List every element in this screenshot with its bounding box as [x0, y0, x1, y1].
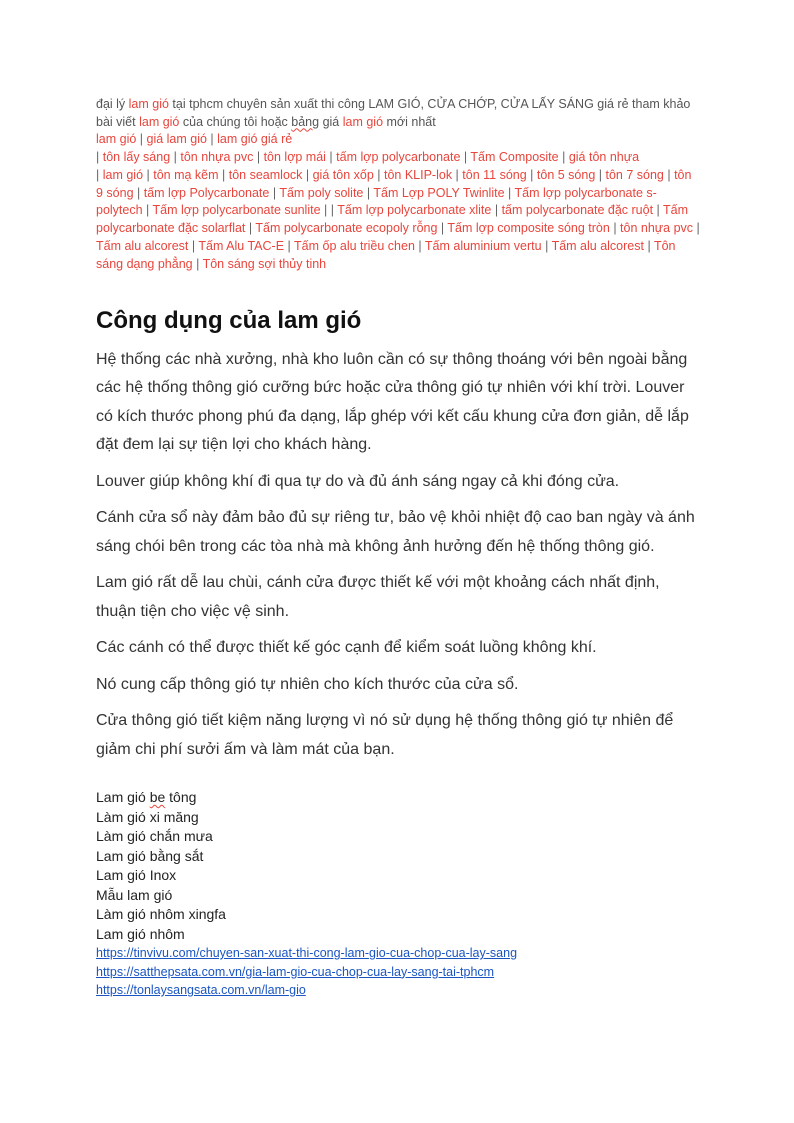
- keyword-links: [96, 131, 700, 273]
- keyword-link-lam-gio[interactable]: lam gió: [139, 114, 180, 129]
- intro-text: mới nhất: [383, 114, 436, 129]
- link-separator: |: [414, 238, 425, 253]
- intro-text: tại tphcm chuyên sản xuất thi công LAM GIÓ, CỬA CHỚP, CỬA LẤY SÁNG giá rẻ tham khảo bài viết: [96, 97, 691, 129]
- list-item: Làm gió xi măng: [96, 808, 199, 825]
- link-separator: |: [218, 167, 229, 182]
- link-separator: |: [437, 221, 448, 236]
- keyword-link[interactable]: Tôn sáng sợi thủy tinh: [202, 256, 327, 271]
- link-separator: |: [609, 221, 621, 236]
- keyword-link[interactable]: Tôn sáng dạng phẳng: [96, 238, 676, 271]
- document-page: [96, 96, 700, 1000]
- keyword-link[interactable]: tôn seamlock: [228, 167, 303, 182]
- keyword-link[interactable]: Tấm ốp alu triều chen: [294, 238, 415, 253]
- list-item: [96, 788, 700, 808]
- paragraph: Cửa thông gió tiết kiệm năng lượng vì nó sử dụng hệ thống thông gió tự nhiên để giảm chi phí sưởi ấm và làm mát của bạn.: [96, 712, 674, 758]
- keyword-link[interactable]: tôn lấy sáng: [102, 149, 171, 164]
- link-separator: |: [452, 167, 463, 182]
- link-separator: |: [143, 167, 154, 182]
- keyword-link[interactable]: Tấm Lợp POLY Twinlite: [373, 185, 505, 200]
- link-separator: |: [330, 203, 338, 218]
- url-link[interactable]: https://satthepsata.com.vn/gia-lam-gio-cua-chop-cua-lay-sang-tai-tphcm: [96, 964, 495, 979]
- link-separator: |: [96, 167, 103, 182]
- keyword-link[interactable]: Tấm alu alcorest: [96, 238, 189, 253]
- keyword-link[interactable]: tấm lợp polycarbonate: [336, 149, 461, 164]
- paragraph: Hệ thống các nhà xưởng, nhà kho luôn cần có sự thông thoáng với bên ngoài bằng các hệ thống thông gió cưỡng bức hoặc cửa thông gió tự nhiên với khí trời. Louver có kích thước phong phú đa dạng, lắp ghép với kết cấu khung cửa đơn giản, dễ lắp đặt đem lại sự tiện lợi cho khách hàng.: [96, 350, 689, 454]
- list-item: Mẫu lam gió: [96, 886, 173, 903]
- keyword-link[interactable]: giá tôn nhựa: [568, 149, 640, 164]
- link-separator: |: [206, 132, 218, 147]
- keyword-link[interactable]: tôn 7 sóng: [605, 167, 664, 182]
- link-separator: |: [302, 167, 313, 182]
- intro-text: đại lý: [96, 97, 129, 111]
- link-separator: |: [653, 203, 664, 218]
- paragraph: Các cánh có thể được thiết kế góc cạnh để kiểm soát luồng không khí.: [96, 639, 597, 657]
- keyword-link[interactable]: tôn 9 sóng: [96, 167, 692, 200]
- article-body: [96, 346, 700, 765]
- link-separator: |: [460, 149, 471, 164]
- link-separator: |: [491, 203, 502, 218]
- url-list: [96, 944, 700, 1000]
- list-item: Lam gió Inox: [96, 867, 177, 884]
- product-list: [96, 788, 700, 944]
- link-separator: |: [133, 185, 144, 200]
- keyword-link[interactable]: Tấm aluminium vertu: [424, 238, 542, 253]
- paragraph: Louver giúp không khí đi qua tự do và đủ ánh sáng ngay cả khi đóng cửa.: [96, 472, 620, 490]
- link-separator: |: [663, 167, 675, 182]
- link-separator: |: [643, 238, 654, 253]
- keyword-link[interactable]: Tấm lợp polycarbonate s-polytech: [96, 185, 657, 218]
- keyword-link[interactable]: Tấm polycarbonate ecopoly rỗng: [255, 221, 438, 236]
- keyword-link[interactable]: giá lam gió: [146, 132, 207, 147]
- link-separator: |: [170, 149, 181, 164]
- link-separator: |: [320, 203, 331, 218]
- link-separator: |: [192, 256, 203, 271]
- keyword-link[interactable]: Tấm lợp polycarbonate sunlite: [152, 203, 321, 218]
- keyword-link-lam-gio[interactable]: lam gió: [128, 97, 169, 111]
- url-link[interactable]: https://tinvivu.com/chuyen-san-xuat-thi-cong-lam-gio-cua-chop-cua-lay-sang: [96, 946, 518, 961]
- link-separator: |: [526, 167, 537, 182]
- keyword-link[interactable]: tấm lợp Polycarbonate: [143, 185, 270, 200]
- url-link[interactable]: https://tonlaysangsata.com.vn/lam-gio: [96, 983, 306, 998]
- keyword-link[interactable]: giá tôn xốp: [312, 167, 374, 182]
- link-separator: |: [96, 149, 103, 164]
- intro-paragraph: [96, 96, 700, 131]
- keyword-link[interactable]: Tấm alu alcorest: [551, 238, 644, 253]
- keyword-link[interactable]: Tấm lợp polycarbonate xlite: [337, 203, 492, 218]
- keyword-link[interactable]: tôn KLIP-lok: [383, 167, 453, 182]
- paragraph: Lam gió rất dễ lau chùi, cánh cửa được thiết kế với một khoảng cách nhất định, thuận tiện cho việc vệ sinh.: [96, 574, 660, 620]
- link-separator: |: [325, 149, 337, 164]
- link-separator: |: [253, 149, 264, 164]
- keyword-link[interactable]: Tấm lợp composite sóng tròn: [447, 221, 610, 236]
- list-item: Lam gió bằng sắt: [96, 847, 204, 864]
- keyword-link[interactable]: tôn mạ kẽm: [153, 167, 219, 182]
- keyword-link[interactable]: lam gió: [102, 167, 144, 182]
- keyword-link[interactable]: tôn 11 sóng: [462, 167, 527, 182]
- keyword-link[interactable]: lam gió giá rẻ: [217, 132, 293, 147]
- section-heading: Công dụng của lam gió: [96, 306, 362, 334]
- link-separator: |: [284, 238, 295, 253]
- link-separator: |: [504, 185, 515, 200]
- list-item-text: tông: [165, 789, 197, 806]
- link-separator: |: [269, 185, 280, 200]
- keyword-link-lam-gio[interactable]: lam gió: [342, 114, 384, 129]
- link-separator: |: [558, 149, 569, 164]
- keyword-link[interactable]: tấm polycarbonate đặc ruột: [501, 203, 654, 218]
- keyword-link[interactable]: Tấm poly solite: [279, 185, 364, 200]
- spellcheck-word: bảng: [291, 114, 320, 129]
- list-item-text: Lam gió: [96, 789, 150, 806]
- list-item: Lam gió nhôm: [96, 925, 185, 942]
- keyword-link[interactable]: Tấm polycarbonate đặc solarflat: [96, 203, 689, 236]
- paragraph: Nó cung cấp thông gió tự nhiên cho kích thước của cửa sổ.: [96, 675, 519, 693]
- keyword-link[interactable]: tôn 5 sóng: [536, 167, 596, 182]
- list-item: Làm gió chắn mưa: [96, 828, 213, 845]
- link-separator: |: [373, 167, 384, 182]
- spellcheck-word: be: [149, 789, 166, 806]
- intro-text: giá: [319, 114, 343, 129]
- link-separator: |: [363, 185, 374, 200]
- link-separator: |: [245, 221, 256, 236]
- keyword-link[interactable]: Tấm Alu TAC-E: [198, 238, 285, 253]
- list-item: Làm gió nhôm xingfa: [96, 906, 226, 923]
- link-separator: |: [136, 132, 147, 147]
- paragraph: Cánh cửa sổ này đảm bảo đủ sự riêng tư, bảo vệ khỏi nhiệt độ cao ban ngày và ánh sáng chói bên trong các tòa nhà mà không ảnh hưởng đến hệ thống thông gió.: [96, 509, 695, 555]
- keyword-link[interactable]: lam gió: [96, 132, 137, 147]
- keyword-link[interactable]: tôn lợp mái: [263, 149, 326, 164]
- link-separator: |: [595, 167, 606, 182]
- keyword-link[interactable]: tôn nhựa pvc: [620, 221, 694, 236]
- link-separator: |: [541, 238, 552, 253]
- link-separator: |: [188, 238, 199, 253]
- keyword-link[interactable]: tôn nhựa pvc: [180, 149, 254, 164]
- link-separator: |: [142, 203, 153, 218]
- keyword-link[interactable]: Tấm Composite: [470, 149, 559, 164]
- link-separator: |: [693, 221, 700, 236]
- intro-text: của chúng tôi hoặc: [179, 114, 292, 129]
